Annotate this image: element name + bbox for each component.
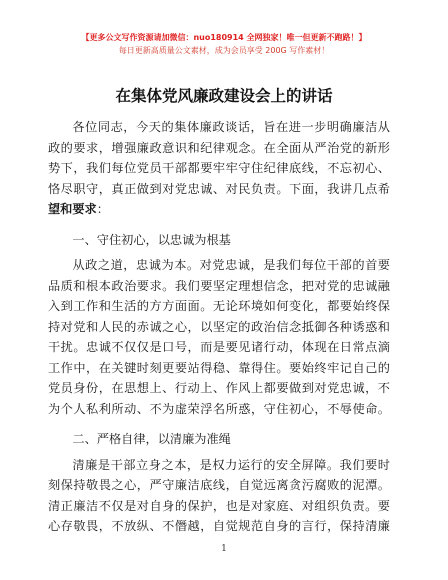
section1-line: 党员身份，在思想上、行动上、作风上都要做到对党忠诚，不 [48, 381, 390, 395]
section2-line: 心存敬畏，不放纵、不僭越，自觉规范自身的言行，保持清廉 [48, 519, 390, 533]
section1-line: 从政之道，忠诚为本。对党忠诚，是我们每位干部的首要 [72, 258, 390, 272]
intro-line: 政的要求，增强廉政意识和纪律观念。在全面从严治党的新形 [48, 140, 390, 155]
promo-banner-line-1: 【更多公文写作资源请加微信：nuo180914 全网独家！唯一但更新不跑路！】 [81, 33, 367, 42]
section1-line: 干扰。忠诚不仅仅是口号，而是要见诸行动，体现在日常点滴 [48, 340, 390, 354]
intro-line: 恪尽职守，真正做到对党忠诚、对民负责。下面，我讲几点希 [48, 181, 390, 196]
page-number: 1 [221, 544, 227, 554]
intro-line-last [48, 199, 390, 220]
intro-emphasis: 望和要求 [48, 202, 97, 216]
section2-line: 刻保持敬畏之心，严守廉洁底线，自觉远离贪污腐败的泥潭。 [48, 478, 390, 492]
section1-line: 品质和根本政治要求。我们要坚定理想信念，把对党的忠诚融 [48, 278, 390, 293]
section-heading-1: 一、守住初心，以忠诚为根基 [72, 232, 231, 247]
section2-line: 清廉是干部立身之本，是权力运行的安全屏障。我们要时 [72, 457, 390, 472]
section-heading-2: 二、严格自律，以清廉为准绳 [72, 432, 231, 446]
intro-line: 各位同志，今天的集体廉政谈话，旨在进一步明确廉洁从 [72, 120, 390, 134]
section1-line: 工作中，在关键时刻更要站得稳、靠得住。要始终牢记自己的 [48, 360, 390, 375]
document-title: 在集体党风廉政建设会上的讲话 [115, 87, 333, 105]
intro-tail: ： [96, 202, 109, 216]
document-body [48, 117, 390, 537]
intro-line: 势下，我们每位党员干部都要牢牢守住纪律底线，不忘初心、 [48, 161, 390, 175]
section1-line: 持对党和人民的赤诚之心，以坚定的政治信念抵御各种诱惑和 [48, 319, 390, 334]
section1-line: 为个人私利所动、不为虚荣浮名所惑，守住初心，不辱使命。 [48, 401, 390, 416]
section1-line: 入到工作和生活的方方面面。无论环境如何变化，都要始终保 [48, 299, 390, 313]
section2-line: 清正廉洁不仅是对自身的保护，也是对家庭、对组织负责。要 [48, 498, 390, 513]
promo-banner-line-2: 每日更新高质量公文素材，成为会员享受 200G 写作素材！ [118, 46, 330, 55]
